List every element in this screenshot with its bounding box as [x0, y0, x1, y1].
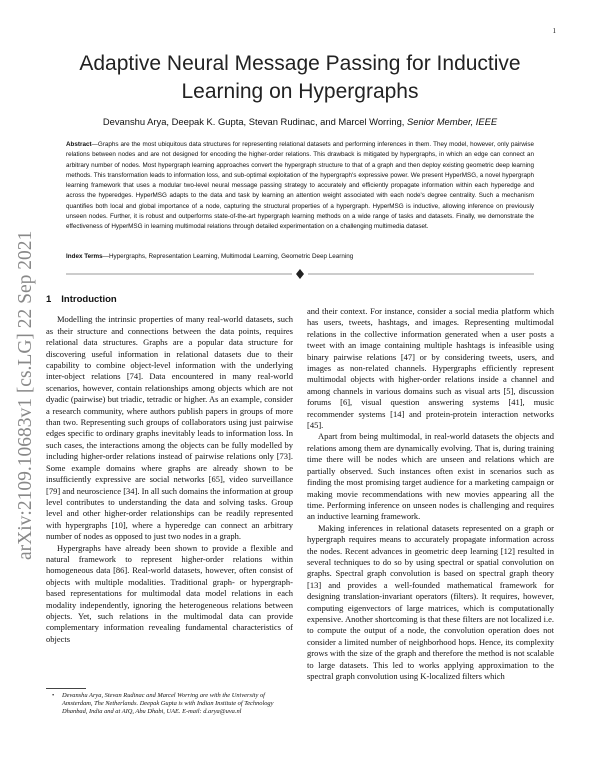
paragraph: and their context. For instance, consider a social media platform which has users, tweets, hashtags, and images. Representing multimodal relations in the collective information generated when a user posts a tweet with an image containing multiple hashtags is infeasible using binary pairwise relations [47] or by considering tweets, users, and images as non-related channels. Hypergraphs efficiently represent multimodal objects with higher-order relations inside a channel and among channels in various domains such as visual arts [5], discussion forums [6], visual question answering systems [41], music recommender systems [14] and protein-protein interaction networks [45].	[307, 306, 554, 431]
footnote-rule	[46, 688, 86, 689]
paper-title	[60, 50, 540, 106]
abstract-label: Abstract	[66, 141, 92, 148]
diamond-icon	[296, 269, 304, 279]
arxiv-stamp-text: arXiv:2109.10683v1 [cs.LG] 22 Sep 2021	[15, 230, 36, 560]
authors-names: Devanshu Arya, Deepak K. Gupta, Stevan Rudinac, and Marcel Worring,	[102, 116, 405, 127]
right-column	[307, 306, 554, 682]
title-line-1: Adaptive Neural Message Passing for Inductive	[79, 52, 521, 75]
author-list	[60, 116, 540, 127]
section-title: Introduction	[61, 294, 117, 305]
index-terms-label: Index Terms	[66, 253, 103, 260]
arxiv-stamp	[4, 200, 44, 560]
footnote	[46, 692, 293, 717]
index-terms	[66, 253, 534, 260]
paragraph: Hypergraphs have already been shown to provide a flexible and natural framework to represent higher-order relations within homogeneous data [86]. Real-world datasets, however, often consist of objects with multiple modalities. Traditional graph- or hypergraph-based representations for multimodal data model relations in each modality independently, ignoring the heterogeneous relations between objects. Yet, such relations in the multimodal data can provide complementary information revealing fundamental characteristics of objects	[46, 542, 293, 644]
footnote-bullet: •	[52, 692, 55, 699]
section-divider	[66, 267, 534, 279]
page-number: 1	[552, 27, 556, 35]
section-number: 1	[46, 294, 52, 305]
left-column	[46, 294, 293, 645]
index-terms-text: —Hypergraphs, Representation Learning, Multimodal Learning, Geometric Deep Learning	[102, 253, 354, 260]
authors-suffix: Senior Member, IEEE	[407, 116, 498, 127]
paragraph: Making inferences in relational datasets represented on a graph or hypergraph requires means to accurately propagate information across the nodes. Recent advances in geometric deep learning [12] resulted in several techniques to do so by using spectral or spatial convolution on graphs. Spectral graph convolution is based on spectral graph theory [13] and provides a well-founded mathematical framework for designing translation-invariant operators (filters). It requires, however, computing eigenvectors of large matrices, which is computationally expensive. Another shortcoming is that these filters are not localized i.e. to compute the output of a node, the convolution operation does not consider a limited number of neighborhood hops. Hence, its complexity grows with the size of the graph and therefore the method is not scalable to large datasets. This led to works applying approximation to the spectral graph convolution using K-localized filters which	[307, 522, 554, 681]
abstract	[66, 140, 534, 233]
paragraph: Modelling the intrinsic properties of many real-world datasets, such as their structure and connections between the data points, requires relational data structures. Graphs are a popular data structure for discovering useful information in relational datasets due to their capability to combine object-level information with the underlying inter-object relations [74]. Data encountered in many real-world scenarios, however, contain relationships among objects which are not dyadic (pairwise) but triadic, tetradic or higher. As an example, consider a research community, where authors publish papers in groups of more than two. Representing such groups of collaborators using just pairwise edges specific to ordinary graphs inevitably leads to information loss. In such cases, the interactions among the objects can be fully modelled by including higher-order relations instead of pairwise relations only [73]. Some example domains where graphs are already shown to be insufficiently expressive are social networks [65], video surveillance [79] and neuroscience [34]. In all such domains the information at group level contributes to understanding the data and solving tasks. Group level and other higher-order relationships can be readily represented with hypergraphs [10], where a hyperedge can connect an arbitrary number of nodes as opposed to just two nodes in a graph.	[46, 314, 293, 542]
section-heading	[46, 294, 293, 305]
paragraph: Apart from being multimodal, in real-world datasets the objects and relations among them are dynamically evolving. That is, during training time there will be nodes which are unseen and relations which are partially observed. Such instances often exist in scenarios such as finding the most promising target audience for a marketing campaign or making movie recommendations with new movies appearing all the time. Performing inference on unseen nodes is challenging and requires an inductive learning framework.	[307, 431, 554, 522]
title-line-2: Learning on Hypergraphs	[181, 80, 419, 103]
footnote-text: Devanshu Arya, Stevan Rudinac and Marcel Worring are with the University of Amsterdam, The Netherlands. Deepak Gupta is with Indian Institute of Technology Dhanbad, India and at AIQ, Abu Dhabi, UAE. E-mail: d.arya@uva.nl	[62, 692, 274, 716]
abstract-text: —Graphs are the most ubiquitous data structures for representing relational datasets and performing inferences in them. They model, however, only pairwise relations between nodes and are not designed for encoding the higher-order relations. This drawback is mitigated by hypergraphs, in which an edge can connect an arbitrary number of nodes. Most hypergraph learning approaches convert the hypergraph structure to that of a graph and then deploy existing geometric deep learning methods. This transformation leads to information loss, and sub-optimal exploitation of the hypergraph's expressive power. We present HyperMSG, a novel hypergraph learning framework that uses a modular two-level neural message passing strategy to accurately and efficiently propagate information within each hyperedge and across the hyperedges. HyperMSG adapts to the data and task by learning an attention weight associated with each node's degree centrality. Such a mechanism quantifies both local and global importance of a node, capturing the structural properties of a hypergraph. HyperMSG is inductive, allowing inference on previously unseen nodes. Further, it is robust and outperforms state-of-the-art hypergraph learning methods on a wide range of tasks and datasets. Finally, we demonstrate the effectiveness of HyperMSG in learning multimodal relations through detailed experimentation on a challenging multimedia dataset.	[66, 141, 534, 231]
